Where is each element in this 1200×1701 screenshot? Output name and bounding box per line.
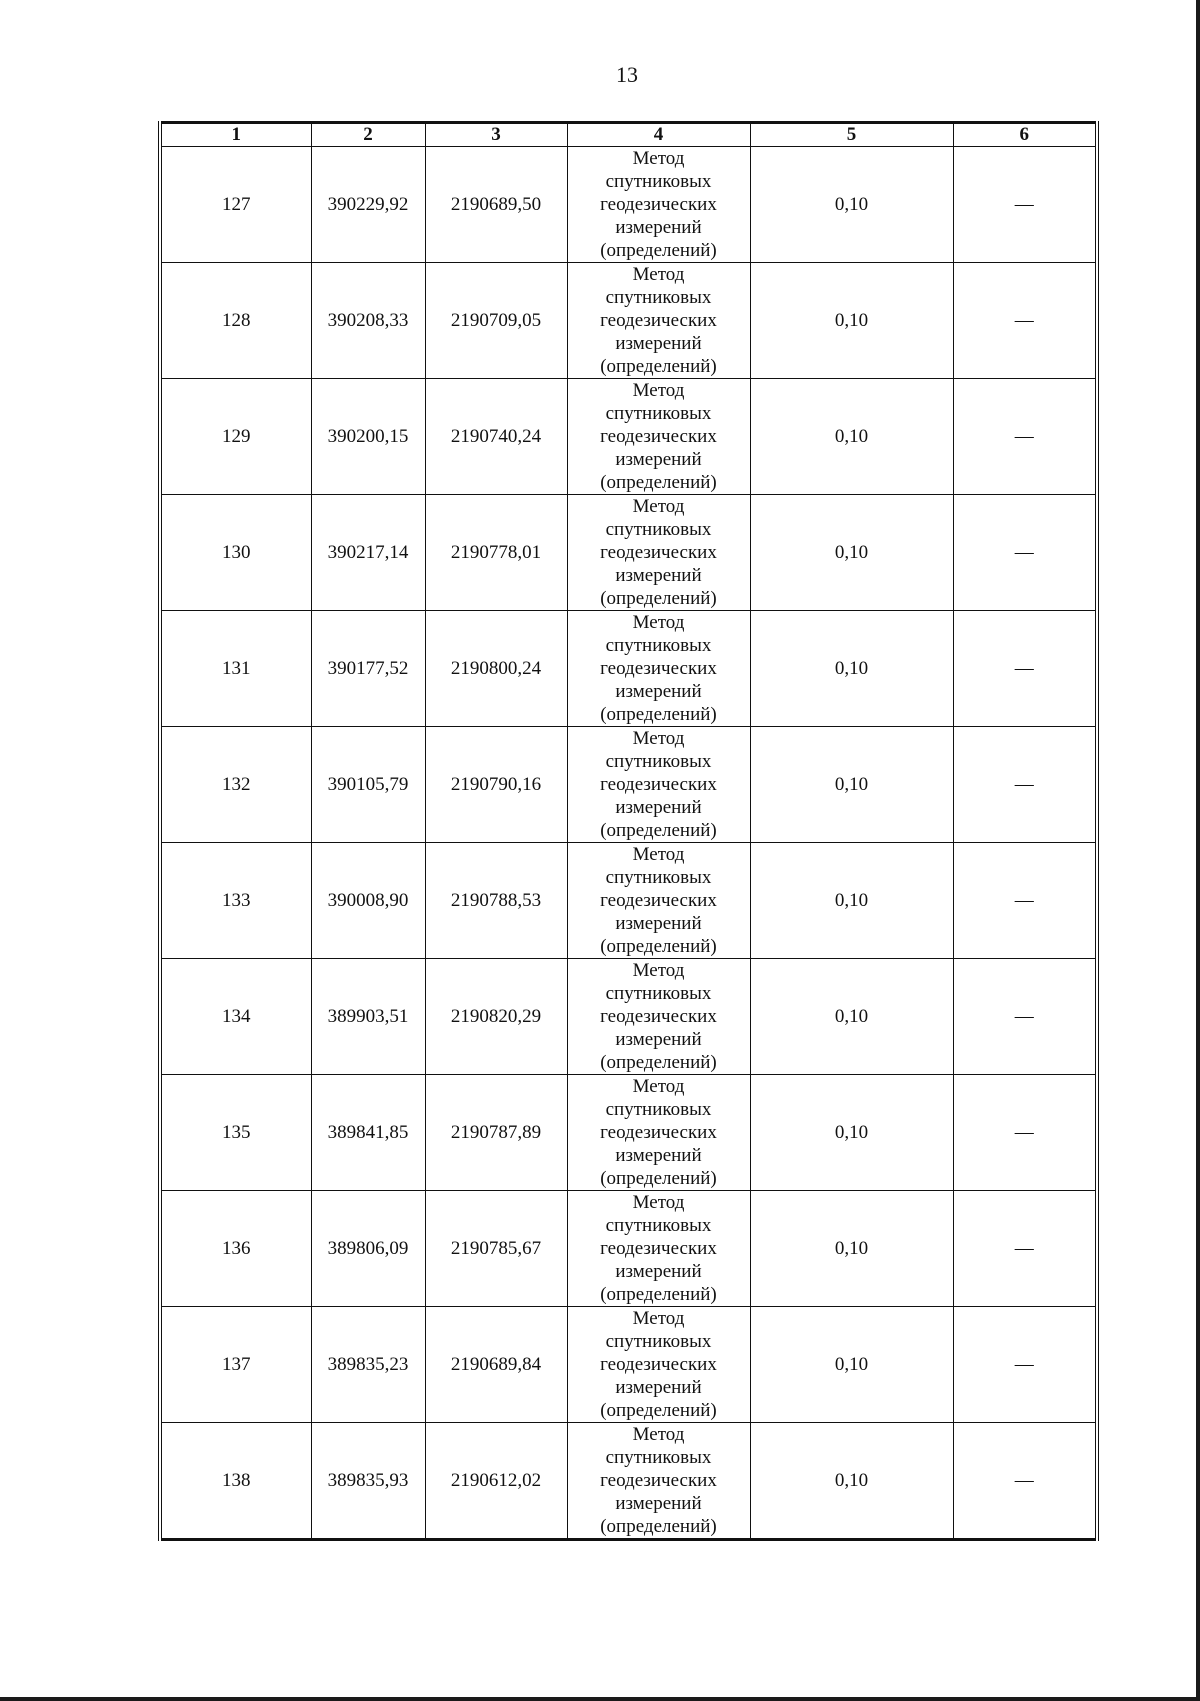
y-coordinate-cell: 2190820,29 [425,959,567,1075]
table-header [160,123,1097,147]
method-line: геодезических [600,426,717,447]
accuracy-cell: 0,10 [750,263,953,379]
y-coordinate-cell: 2190800,24 [425,611,567,727]
method-line: спутниковых [605,867,712,888]
method-line: Метод [632,496,685,517]
method-line: (определений) [600,1168,717,1189]
point-number-cell: 133 [160,843,311,959]
method-cell [567,959,750,1075]
method-cell [567,727,750,843]
method-cell [567,495,750,611]
method-line: геодезических [600,658,717,679]
method-line: Метод [632,1308,685,1329]
accuracy-cell: 0,10 [750,611,953,727]
method-line: геодезических [600,1006,717,1027]
note-cell: — [953,611,1097,727]
table-row [160,1075,1097,1191]
table-row [160,843,1097,959]
y-coordinate-cell: 2190785,67 [425,1191,567,1307]
x-coordinate-cell: 390200,15 [311,379,425,495]
point-number-cell: 130 [160,495,311,611]
point-number-cell: 135 [160,1075,311,1191]
column-header-2: 2 [311,123,425,147]
method-line: Метод [632,148,685,169]
accuracy-cell: 0,10 [750,379,953,495]
method-line: измерений [615,1261,702,1282]
method-line: (определений) [600,588,717,609]
y-coordinate-cell: 2190778,01 [425,495,567,611]
method-line: геодезических [600,1354,717,1375]
method-line: спутниковых [605,403,712,424]
x-coordinate-cell: 390105,79 [311,727,425,843]
table-row [160,263,1097,379]
point-number-cell: 134 [160,959,311,1075]
method-line: спутниковых [605,1331,712,1352]
table-row [160,959,1097,1075]
y-coordinate-cell: 2190790,16 [425,727,567,843]
column-header-3: 3 [425,123,567,147]
table-body [160,147,1097,1540]
method-cell [567,263,750,379]
method-line: Метод [632,1076,685,1097]
point-number-cell: 136 [160,1191,311,1307]
x-coordinate-cell: 389806,09 [311,1191,425,1307]
method-cell [567,1307,750,1423]
point-number-cell: 138 [160,1423,311,1540]
y-coordinate-cell: 2190689,50 [425,147,567,263]
accuracy-cell: 0,10 [750,1423,953,1540]
page-number: 13 [616,62,638,87]
note-cell: — [953,1075,1097,1191]
table-row [160,1191,1097,1307]
y-coordinate-cell: 2190740,24 [425,379,567,495]
table-row [160,495,1097,611]
note-cell: — [953,1423,1097,1540]
method-line: измерений [615,797,702,818]
method-line: геодезических [600,1122,717,1143]
table-row [160,1423,1097,1540]
note-cell: — [953,147,1097,263]
point-number-cell: 128 [160,263,311,379]
method-cell [567,1075,750,1191]
method-line: (определений) [600,1516,717,1537]
method-line: измерений [615,1029,702,1050]
method-line: Метод [632,612,685,633]
note-cell: — [953,495,1097,611]
y-coordinate-cell: 2190612,02 [425,1423,567,1540]
column-header-5: 5 [750,123,953,147]
note-cell: — [953,263,1097,379]
method-line: спутниковых [605,1099,712,1120]
method-line: спутниковых [605,1215,712,1236]
y-coordinate-cell: 2190787,89 [425,1075,567,1191]
x-coordinate-cell: 390008,90 [311,843,425,959]
method-line: геодезических [600,774,717,795]
scan-edge-bottom [0,1697,1200,1701]
method-line: (определений) [600,356,717,377]
table-row [160,727,1097,843]
method-line: спутниковых [605,983,712,1004]
column-header-6: 6 [953,123,1097,147]
method-line: Метод [632,844,685,865]
method-line: геодезических [600,890,717,911]
method-line: спутниковых [605,635,712,656]
method-line: (определений) [600,472,717,493]
note-cell: — [953,1191,1097,1307]
note-cell: — [953,1307,1097,1423]
method-line: измерений [615,1145,702,1166]
x-coordinate-cell: 389835,93 [311,1423,425,1540]
method-line: геодезических [600,542,717,563]
method-line: (определений) [600,820,717,841]
method-line: спутниковых [605,751,712,772]
column-header-1: 1 [160,123,311,147]
method-line: (определений) [600,1052,717,1073]
method-line: Метод [632,960,685,981]
table-row [160,379,1097,495]
accuracy-cell: 0,10 [750,1191,953,1307]
y-coordinate-cell: 2190788,53 [425,843,567,959]
x-coordinate-cell: 390229,92 [311,147,425,263]
method-line: измерений [615,333,702,354]
method-line: геодезических [600,1470,717,1491]
method-line: Метод [632,728,685,749]
method-cell [567,147,750,263]
method-line: спутниковых [605,1447,712,1468]
method-line: (определений) [600,936,717,957]
method-line: Метод [632,380,685,401]
accuracy-cell: 0,10 [750,147,953,263]
note-cell: — [953,727,1097,843]
accuracy-cell: 0,10 [750,1307,953,1423]
accuracy-cell: 0,10 [750,959,953,1075]
accuracy-cell: 0,10 [750,495,953,611]
x-coordinate-cell: 389835,23 [311,1307,425,1423]
coordinates-table [158,121,1099,1541]
header-row [160,123,1097,147]
x-coordinate-cell: 390177,52 [311,611,425,727]
method-cell [567,1423,750,1540]
method-line: измерений [615,1493,702,1514]
x-coordinate-cell: 390217,14 [311,495,425,611]
y-coordinate-cell: 2190709,05 [425,263,567,379]
accuracy-cell: 0,10 [750,1075,953,1191]
method-line: (определений) [600,704,717,725]
method-cell [567,1191,750,1307]
point-number-cell: 127 [160,147,311,263]
method-line: Метод [632,1192,685,1213]
method-line: спутниковых [605,519,712,540]
table-row [160,147,1097,263]
method-line: Метод [632,264,685,285]
method-line: геодезических [600,310,717,331]
method-line: измерений [615,217,702,238]
method-line: измерений [615,913,702,934]
table-row [160,1307,1097,1423]
y-coordinate-cell: 2190689,84 [425,1307,567,1423]
accuracy-cell: 0,10 [750,843,953,959]
method-line: спутниковых [605,287,712,308]
method-line: (определений) [600,1400,717,1421]
accuracy-cell: 0,10 [750,727,953,843]
method-line: геодезических [600,1238,717,1259]
point-number-cell: 137 [160,1307,311,1423]
note-cell: — [953,379,1097,495]
note-cell: — [953,959,1097,1075]
method-line: измерений [615,681,702,702]
table-row [160,611,1097,727]
method-line: Метод [632,1424,685,1445]
x-coordinate-cell: 390208,33 [311,263,425,379]
column-header-4: 4 [567,123,750,147]
method-line: геодезических [600,194,717,215]
method-line: спутниковых [605,171,712,192]
point-number-cell: 132 [160,727,311,843]
method-line: измерений [615,449,702,470]
method-line: (определений) [600,1284,717,1305]
method-cell [567,843,750,959]
point-number-cell: 131 [160,611,311,727]
x-coordinate-cell: 389903,51 [311,959,425,1075]
x-coordinate-cell: 389841,85 [311,1075,425,1191]
note-cell: — [953,843,1097,959]
method-line: измерений [615,1377,702,1398]
point-number-cell: 129 [160,379,311,495]
method-cell [567,379,750,495]
method-line: измерений [615,565,702,586]
method-line: (определений) [600,240,717,261]
method-cell [567,611,750,727]
scan-edge-right [1196,0,1200,1701]
